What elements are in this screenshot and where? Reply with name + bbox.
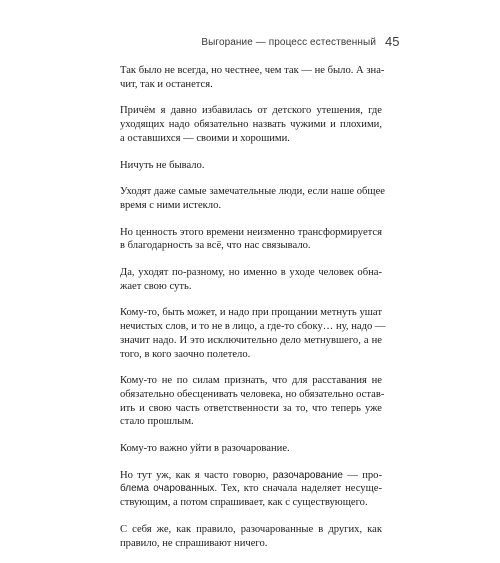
text-run: — про- (342, 469, 383, 481)
paragraph (120, 185, 385, 212)
text-run: Тех, кто сначала наделяет несуще- (217, 483, 382, 495)
text-line: Так было не всегда, но честнее, чем так — не было. А зна- (120, 65, 385, 76)
paragraph (120, 306, 386, 361)
text-line: С себя же, как правило, разочарованные в других, как (120, 523, 382, 535)
paragraph (120, 104, 382, 145)
text-line: Но ценность этого времени неизменно трансформируется (120, 226, 382, 238)
text-line: Уходят даже самые замечательные люди, если наше общее (120, 186, 385, 198)
text-line: Причём я давно избавилась от детского утешения, где (120, 105, 382, 117)
paragraph (120, 523, 382, 550)
text-line: время с ними истекло. (120, 199, 222, 211)
running-head: Выгорание — процесс естественный (201, 37, 376, 48)
text-line: того, в кого заочно полетело. (120, 348, 251, 360)
page-number: 45 (385, 34, 400, 49)
text-line: ить и свою часть ответственности за то, что теперь уже (120, 402, 382, 414)
text-line: стало прошлым. (120, 416, 194, 428)
paragraph (120, 442, 382, 456)
text-line: значит надо. И это исключительно дело метнувшего, а не (120, 334, 382, 346)
body-text (120, 64, 386, 563)
text-line: обязательно обесценивать человека, но обязательно остав- (120, 388, 385, 400)
text-line: а оставшихся — своими и хорошими. (120, 132, 290, 144)
text-line: жает свою суть. (120, 280, 192, 292)
text-line: Да, уходят по-разному, но именно в уходе человек обна- (120, 267, 382, 279)
paragraph (120, 469, 382, 510)
text-line (120, 469, 382, 483)
text-line: в благодарность за всё, что нас связывало. (120, 240, 311, 252)
text-line: чит, так и останется. (120, 78, 213, 90)
text-line: Кому-то важно уйти в разочарование. (120, 443, 290, 455)
emphasis-text: разочарование (272, 469, 343, 481)
text-line: ствующим, а потом спрашивает, как с существующего. (120, 497, 368, 509)
text-line: правило, не спрашивают ничего. (120, 537, 268, 549)
text-line: Кому-то, быть может, и надо при прощании метнуть ушат (120, 307, 382, 319)
emphasis-text: блема очарованных. (120, 483, 218, 495)
paragraph (120, 64, 385, 91)
text-line: нечистых слов, и то не в лицо, а где-то сбоку… ну, надо — (120, 321, 386, 333)
text-line: Кому-то не по силам признать, что для расставания не (120, 375, 382, 387)
paragraph (120, 374, 385, 429)
paragraph (120, 266, 382, 293)
text-run: Но тут уж, как я часто говорю, (120, 469, 273, 481)
text-line (120, 482, 382, 496)
paragraph (120, 226, 382, 253)
text-line: уходящих надо обязательно назвать чужими и плохими, (120, 119, 382, 131)
paragraph (120, 159, 382, 173)
text-line: Ничуть не бывало. (120, 159, 205, 171)
